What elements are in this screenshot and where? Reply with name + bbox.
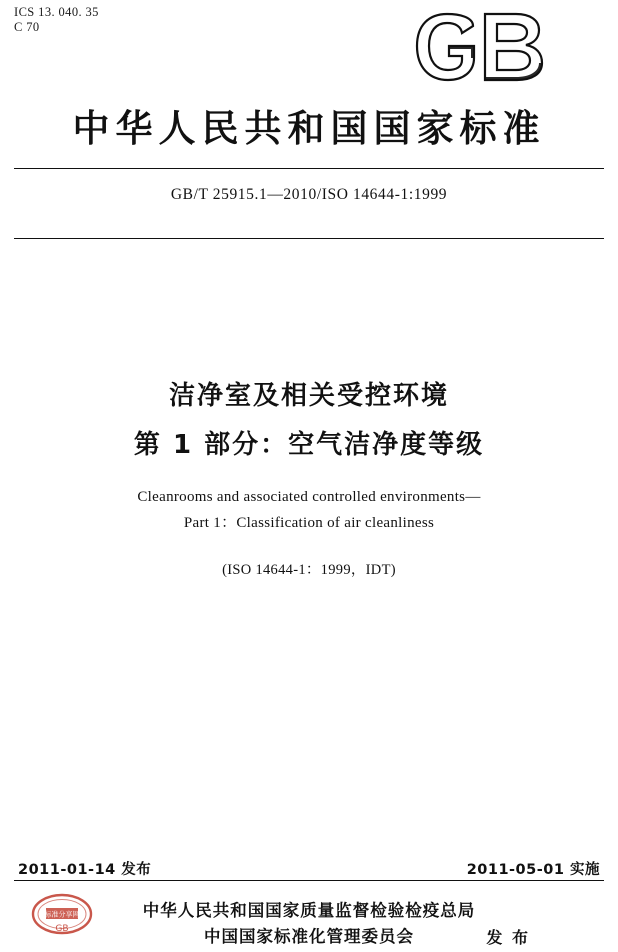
english-title-line-1: Cleanrooms and associated controlled environments— — [137, 489, 481, 505]
ics-classification-block — [14, 5, 99, 35]
publish-label: 发 布 — [486, 928, 530, 947]
divider-top — [14, 168, 604, 169]
chinese-title-line-1: 洁净室及相关受控环境 — [168, 381, 449, 411]
svg-text:标准分享网: 标准分享网 — [44, 910, 80, 919]
divider-bottom — [14, 238, 604, 239]
english-title-line-2: Part 1：Classification of air cleanliness — [183, 515, 435, 531]
svg-text:GB: GB — [55, 924, 69, 934]
standard-number: GB/T 25915.1—2010/ISO 14644-1:1999 — [170, 186, 448, 203]
iso-reference: (ISO 14644-1：1999，IDT) — [222, 562, 396, 578]
issue-date: 2011-01-14 发布 — [18, 862, 152, 878]
issuer-line-1: 中华人民共和国国家质量监督检验检疫总局 — [142, 901, 476, 920]
chinese-title-line-2: 第 1 部分：空气洁净度等级 — [133, 430, 485, 460]
gb-logo-icon — [411, 12, 556, 84]
divider-footer — [14, 880, 604, 881]
ics-number: ICS 13. 040. 35 — [14, 5, 99, 19]
effective-date: 2011-05-01 实施 — [466, 862, 600, 878]
page-title: 中华人民共和国国家标准 — [72, 107, 546, 150]
standard-class-number: C 70 — [14, 20, 40, 34]
issuer-line-2: 中国国家标准化管理委员会 — [204, 927, 414, 946]
